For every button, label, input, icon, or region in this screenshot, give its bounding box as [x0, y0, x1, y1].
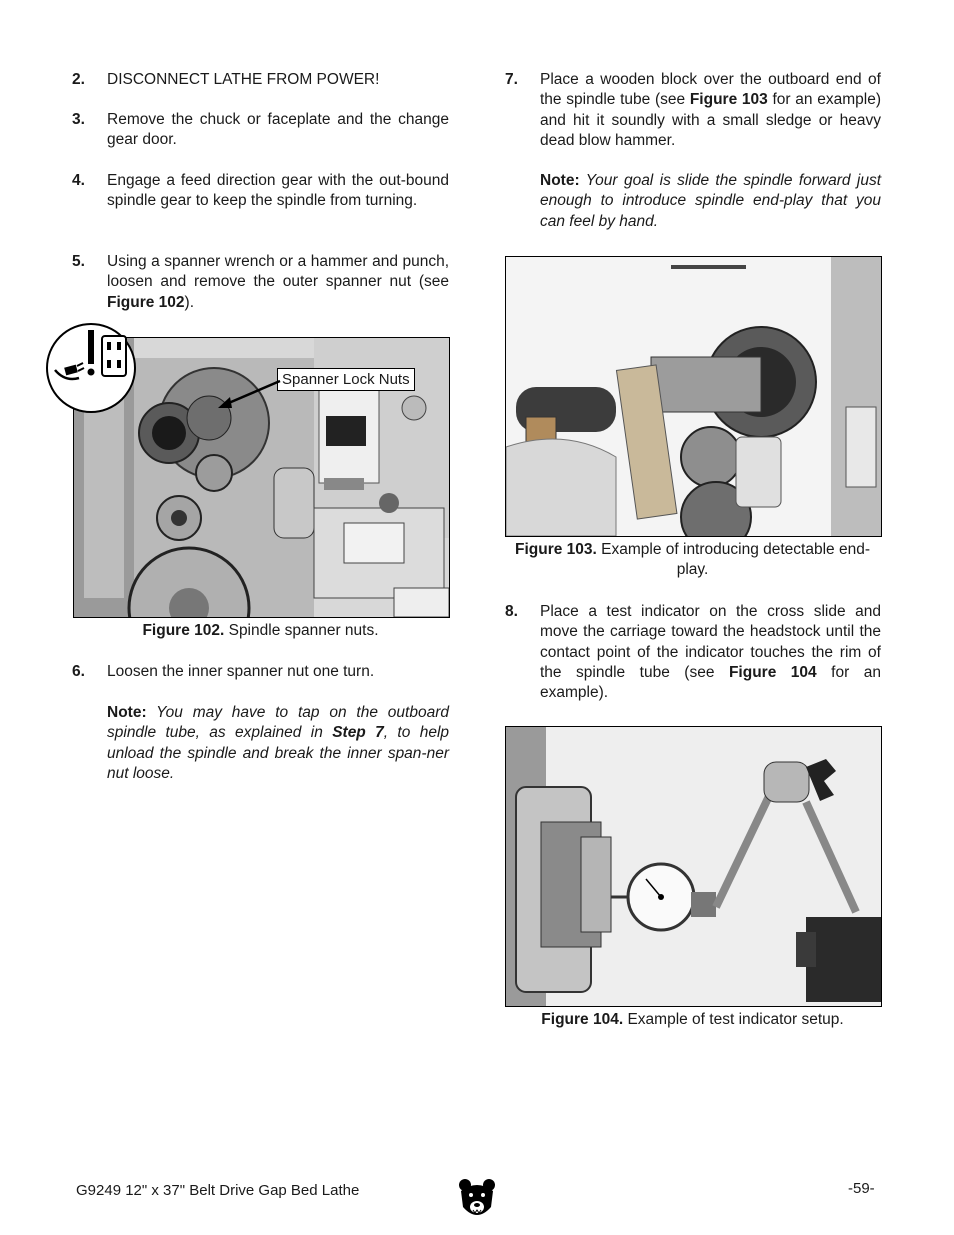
- step-number: 2.: [72, 71, 85, 88]
- step-text-part: Place a test indicator on the cross slide and move the carriage toward the headstock until the contact point of the indicator touches the rim of the spindle tube (see: [540, 603, 881, 681]
- step-text: [107, 252, 449, 313]
- step-6: [72, 662, 449, 682]
- hammer-spindle-photo: [506, 257, 881, 536]
- note-6: [72, 703, 449, 784]
- figure-102-callout: Spanner Lock Nuts: [277, 368, 415, 391]
- step-number: 3.: [72, 111, 85, 128]
- figure-label: Figure 103.: [515, 541, 597, 558]
- step-number: 6.: [72, 663, 85, 680]
- page-number: -59-: [848, 1180, 875, 1197]
- step-text-part: Using a spanner wrench or a hammer and punch, loosen and remove the outer spanner nut (see: [107, 253, 449, 291]
- figure-reference: Figure 104: [728, 663, 817, 681]
- step-text: Remove the chuck or faceplate and the change gear door.: [107, 111, 449, 149]
- figure-reference: Figure 103: [689, 91, 768, 109]
- figure-caption-text: Example of introducing detectable end-play.: [596, 541, 870, 579]
- step-text: [540, 602, 881, 703]
- note-7: [505, 171, 881, 232]
- note-label: Note:: [107, 704, 147, 721]
- step-text-part: ).: [184, 293, 194, 311]
- step-number: 4.: [72, 172, 85, 189]
- note-part: Your goal is slide the spindle forward just enough to introduce spindle end-play that you can feel by hand.: [540, 172, 881, 230]
- figure-104-photo: [505, 726, 882, 1007]
- unplug-warning-icon: [45, 322, 137, 414]
- figure-104-caption: [505, 1010, 880, 1030]
- step-text-part: Place a wooden block over the outboard end of the spindle tube (see: [540, 71, 881, 109]
- step-text: DISCONNECT LATHE FROM POWER!: [107, 71, 380, 88]
- step-3: [72, 110, 449, 151]
- step-4: [72, 171, 449, 212]
- step-number: 5.: [72, 253, 85, 270]
- figure-reference: Figure 102: [107, 293, 185, 311]
- step-text-part: for an example).: [540, 663, 881, 702]
- figure-label: Figure 102.: [142, 622, 225, 639]
- figure-label: Figure 104.: [541, 1011, 624, 1028]
- step-text-part: for an example) and hit it soundly with a small sledge or heavy dead blow hammer.: [540, 91, 881, 149]
- footer-model-title: G9249 12" x 37" Belt Drive Gap Bed Lathe: [76, 1182, 360, 1199]
- step-5: [72, 252, 449, 313]
- figure-caption-text: Example of test indicator setup.: [623, 1011, 844, 1028]
- step-2: [72, 70, 449, 90]
- note-part: , to help unload the spindle and break the inner span-ner nut loose.: [107, 724, 450, 782]
- figure-103-caption: [505, 540, 880, 581]
- figure-103-photo: [505, 256, 882, 537]
- step-text: Engage a feed direction gear with the out-bound spindle gear to keep the spindle from turning.: [107, 172, 449, 210]
- note-text: [107, 703, 449, 784]
- step-8: [505, 602, 881, 703]
- note-label: Note:: [540, 172, 580, 189]
- step-number: 7.: [505, 71, 518, 88]
- step-text: Loosen the inner spanner nut one turn.: [107, 663, 375, 680]
- step-7: [505, 70, 881, 151]
- step-number: 8.: [505, 603, 518, 620]
- test-indicator-photo: [506, 727, 881, 1006]
- step-text: [540, 70, 881, 151]
- callout-arrow-icon: [210, 375, 290, 415]
- figure-caption-text: Spindle spanner nuts.: [224, 622, 379, 639]
- step-reference: Step 7: [332, 724, 384, 742]
- note-part: You may have to tap on the outboard spindle tube, as explained in: [107, 704, 449, 742]
- figure-102-caption: [73, 621, 448, 641]
- grizzly-bear-logo-icon: [458, 1177, 496, 1221]
- note-text: [540, 171, 881, 232]
